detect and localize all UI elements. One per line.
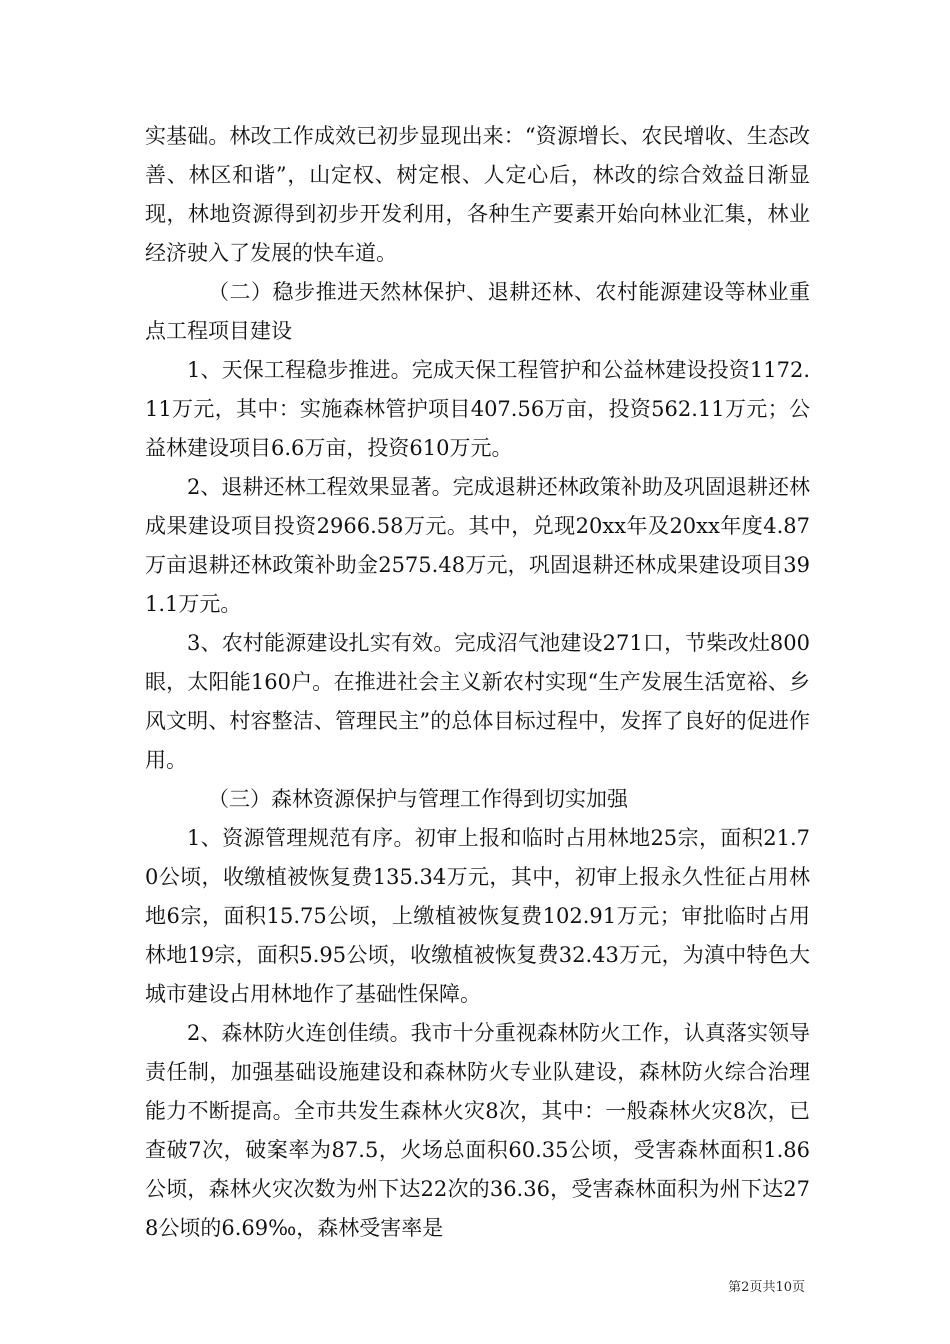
paragraph-fire-prevention: 2、森林防火连创佳绩。我市十分重视森林防火工作，认真落实领导责任制，加强基础设施建设和森林防火专业队建设，森林防火综合治理能力不断提高。全市共发生森林火灾8次，其中：一般森林火灾8次，已查破7次，破案率为87.5，火场总面积60.35公顷，受害森林面积1.86公顷，森林火灾次数为州下达22次的36.36，受害森林面积为州下达278公顷的6.69‰，森林受害率是 <box>145 1021 810 1240</box>
section-heading-key-projects: （二）稳步推进天然林保护、退耕还林、农村能源建设等林业重点工程项目建设 <box>145 280 810 343</box>
page-number: 第2页共10页 <box>728 1280 805 1295</box>
document-body <box>145 117 810 1248</box>
paragraph-grain-for-green: 2、退耕还林工程效果显著。完成退耕还林政策补助及巩固退耕还林成果建设项目投资2966.58万元。其中，兑现20xx年及20xx年度4.87万亩退耕还林政策补助金2575.48万元，巩固退耕还林成果建设项目391.1万元。 <box>145 475 810 616</box>
paragraph-natural-forest-protection: 1、天保工程稳步推进。完成天保工程管护和公益林建设投资1172.11万元，其中：实施森林管护项目407.56万亩，投资562.11万元；公益林建设项目6.6万亩，投资610万元。 <box>145 358 810 460</box>
paragraph-resource-management: 1、资源管理规范有序。初审上报和临时占用林地25宗，面积21.70公顷，收缴植被恢复费135.34万元，其中，初审上报永久性征占用林地6宗，面积15.75公顷，上缴植被恢复费102.91万元；审批临时占用林地19宗，面积5.95公顷，收缴植被恢复费32.43万元，为滇中特色大城市建设占用林地作了基础性保障。 <box>145 826 810 1006</box>
paragraph-rural-energy: 3、农村能源建设扎实有效。完成沼气池建设271口，节柴改灶800眼，太阳能160户。在推进社会主义新农村实现“生产发展生活宽裕、乡风文明、村容整洁、管理民主”的总体目标过程中，发挥了良好的促进作用。 <box>145 631 810 772</box>
paragraph-reform-results: 实基础。林改工作成效已初步显现出来：“资源增长、农民增收、生态改善、林区和谐”，山定权、树定根、人定心后，林改的综合效益日渐显现，林地资源得到初步开发利用，各种生产要素开始向林业汇集，林业经济驶入了发展的快车道。 <box>145 124 810 265</box>
section-heading-forest-protection: （三）森林资源保护与管理工作得到切实加强 <box>208 787 628 811</box>
